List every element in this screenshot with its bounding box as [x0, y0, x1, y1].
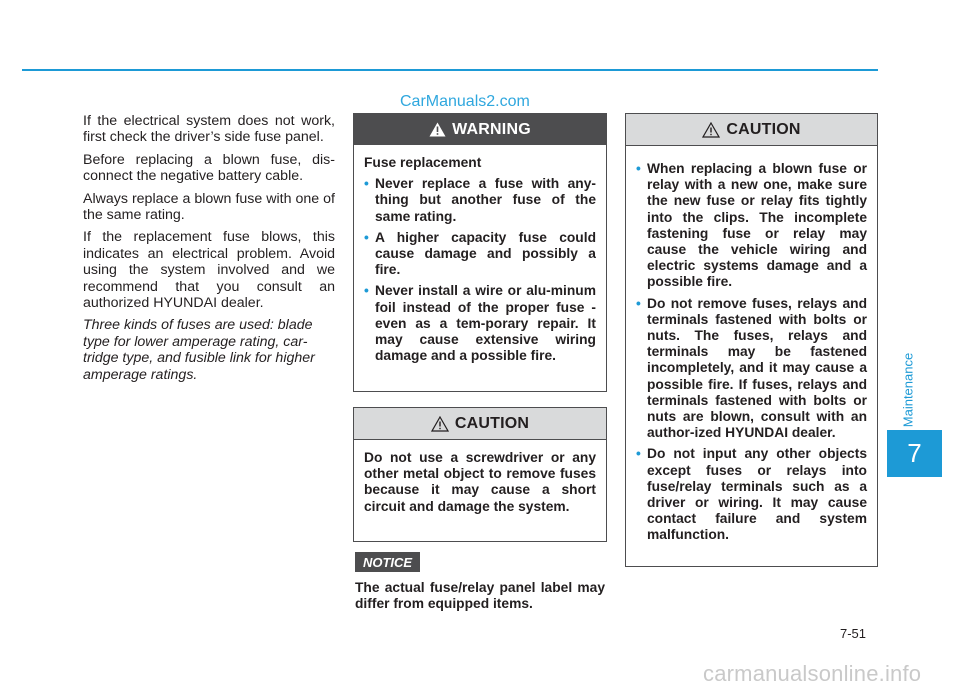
- bullet-icon: •: [636, 295, 641, 311]
- caution-triangle-icon: [702, 122, 720, 138]
- warning-header: [354, 114, 606, 145]
- intro-paragraph: If the replacement fuse blows, this indicates an electrical problem. Avoid using the system involved and we recommend that you consult an authorized HYUNDAI dealer.: [83, 229, 335, 312]
- caution-triangle-icon: [431, 416, 449, 432]
- warning-box: [353, 113, 607, 392]
- warning-triangle-icon: [429, 122, 446, 137]
- bullet-icon: •: [636, 161, 641, 176]
- bullet-icon: •: [364, 176, 369, 192]
- page-number: 7-51: [840, 626, 867, 641]
- caution-header-small: [354, 408, 606, 440]
- warning-item: [364, 283, 596, 364]
- caution-box-small: [353, 407, 607, 542]
- section-side-label: [897, 345, 919, 435]
- caution-item-text: Do not input any other objects except fuses or relays into fuse/relay terminals such as a driver or wiring. It may cause contact failure and system malfunction.: [647, 446, 867, 543]
- warning-item-text: Never install a wire or alu-minum foil instead of the proper fuse - even as a tem-porary repair. It may cause extensive wiring damage and a possible fire.: [375, 283, 596, 364]
- intro-column: [83, 113, 335, 389]
- section-name: Maintenance: [900, 352, 916, 428]
- warning-heading: Fuse replacement: [364, 155, 482, 170]
- bullet-icon: •: [364, 229, 369, 245]
- intro-paragraph: If the electrical system does not work, first check the driver’s side fuse panel.: [83, 113, 335, 146]
- caution-title: CAUTION: [454, 414, 530, 432]
- caution-list: [636, 161, 867, 544]
- intro-paragraph: Always replace a blown fuse with one of the same rating.: [83, 190, 335, 224]
- warning-list: [364, 176, 596, 364]
- notice-badge: NOTICE: [355, 552, 420, 572]
- caution-item-text: Do not remove fuses, relays and terminals fastened with bolts or nuts. The fuses, relays and terminals may be fastened incompletely, and it may cause a possible fire. If fuses, relays and terminals fastened with bolts or nuts are blown, consult with an author-ized HYUNDAI dealer.: [647, 295, 867, 441]
- caution-item: [636, 446, 867, 543]
- caution-item: [636, 296, 867, 442]
- warning-item: [364, 176, 596, 225]
- notice-text: The actual fuse/relay panel label may differ from equipped items.: [355, 580, 605, 612]
- caution-body-large: [626, 146, 877, 552]
- warning-item: [364, 230, 596, 279]
- warning-item-text: Never replace a fuse with any-thing but another fuse of the same rating.: [375, 176, 596, 224]
- caution-body-small: [354, 440, 606, 523]
- caution-item: [636, 161, 867, 291]
- bullet-icon: •: [636, 446, 641, 462]
- watermark-top: CarManuals2.com: [400, 93, 530, 110]
- chapter-tab: 7: [887, 430, 942, 477]
- warning-title: WARNING: [452, 120, 531, 138]
- caution-header-large: [626, 114, 877, 146]
- warning-body: [354, 145, 606, 372]
- caution-box-large: [625, 113, 878, 567]
- watermark-bottom: carmanualsonline.info: [703, 661, 922, 686]
- caution-item-text: When replacing a blown fuse or relay with a new one, make sure the new fuse or relay fits tightly into the clips. The incomplete fastening fuse or relay may cause the vehicle wiring and electric systems damage and a possible fire.: [647, 161, 867, 290]
- caution-text: Do not use a screwdriver or any other metal object to remove fuses because it may cause a short circuit and damage the system.: [364, 450, 596, 514]
- intro-paragraph: Before replacing a blown fuse, dis-connect the negative battery cable.: [83, 151, 335, 185]
- fuse-types-note: Three kinds of fuses are used: blade type for lower amperage rating, car-tridge type, and fusible link for higher amperage ratings.: [83, 317, 315, 383]
- top-rule: [22, 69, 878, 71]
- bullet-icon: •: [364, 283, 369, 299]
- caution-title: CAUTION: [726, 120, 801, 138]
- warning-item-text: A higher capacity fuse could cause damage and possibly a fire.: [375, 229, 596, 278]
